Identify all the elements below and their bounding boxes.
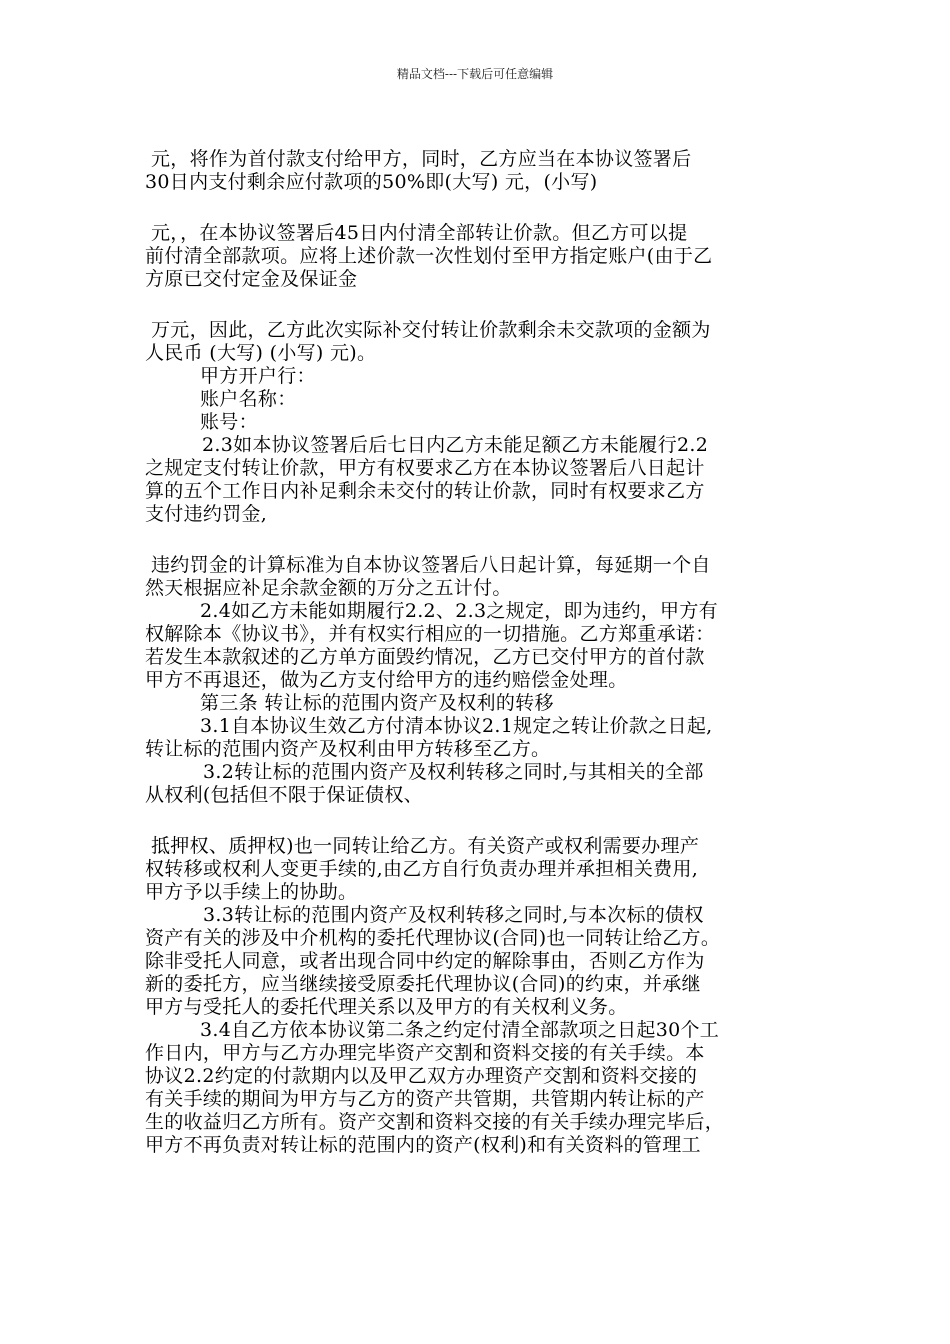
text-line: 支付违约罚金, bbox=[145, 503, 268, 525]
text-line: 甲方不再退还，做为乙方支付给甲方的违约赔偿金处理。 bbox=[145, 669, 628, 691]
account-name-label: 账户名称： bbox=[200, 388, 297, 410]
bank-label: 甲方开户行： bbox=[200, 365, 316, 387]
clause-3-4: 3.4自乙方依本协议第二条之约定付清全部款项之日起30个工 bbox=[200, 1019, 720, 1041]
text-line: 新的委托方，应当继续接受原委托代理协议(合同)的约束，并承继 bbox=[145, 973, 701, 995]
text-line: 人民币 (大写) (小写) 元)。 bbox=[145, 342, 377, 364]
text-line: 方原已交付定金及保证金 bbox=[145, 268, 358, 290]
account-number-label: 账号： bbox=[200, 411, 258, 433]
text-line: 转让标的范围内资产及权利由甲方转移至乙方。 bbox=[145, 738, 551, 760]
text-line: 30日内支付剩余应付款项的50%即(大写) 元，(小写) bbox=[145, 171, 598, 193]
clause-3-3: 3.3转让标的范围内资产及权利转移之同时,与本次标的债权 bbox=[203, 904, 704, 926]
text-line: 抵押权、质押权)也一同转让给乙方。有关资产或权利需要办理产 bbox=[151, 835, 700, 857]
text-line: 甲方与受托人的委托代理关系以及甲方的有关权利义务。 bbox=[145, 996, 628, 1018]
text-line: 权转移或权利人变更手续的,由乙方自行负责办理并承担相关费用, bbox=[145, 858, 699, 880]
clause-2-4: 2.4如乙方未能如期履行2.2、2.3之规定，即为违约，甲方有 bbox=[200, 600, 718, 622]
text-line: 生的收益归乙方所有。资产交割和资料交接的有关手续办理完毕后， bbox=[145, 1111, 725, 1133]
article-3-heading: 第三条 转让标的范围内资产及权利的转移 bbox=[200, 692, 554, 714]
text-line: 协议2.2约定的付款期内以及甲乙双方办理资产交割和资料交接的 bbox=[145, 1065, 698, 1087]
document-body bbox=[145, 148, 825, 1157]
text-line: 除非受托人同意，或者出现合同中约定的解除事由，否则乙方作为 bbox=[145, 950, 705, 972]
text-line: 前付清全部款项。应将上述价款一次性划付至甲方指定账户(由于乙 bbox=[145, 245, 713, 267]
page-header: 精品文档---下载后可任意编辑 bbox=[396, 67, 554, 81]
text-line: 甲方不再负责对转让标的范围内的资产(权利)和有关资料的管理工 bbox=[145, 1134, 701, 1156]
text-line: 违约罚金的计算标准为自本协议签署后八日起计算，每延期一个自 bbox=[151, 554, 711, 576]
text-line: 资产有关的涉及中介机构的委托代理协议(合同)也一同转让给乙方。 bbox=[145, 927, 721, 949]
text-line: 算的五个工作日内补足剩余未交付的转让价款，同时有权要求乙方 bbox=[145, 480, 705, 502]
text-line: 若发生本款叙述的乙方单方面毁约情况，乙方已交付甲方的首付款 bbox=[145, 646, 705, 668]
clause-2-3: 2.3如本协议签署后后七日内乙方未能足额乙方未能履行2.2 bbox=[202, 434, 709, 456]
text-line: 之规定支付转让价款，甲方有权要求乙方在本协议签署后八日起计 bbox=[145, 457, 705, 479]
clause-3-1: 3.1自本协议生效乙方付清本协议2.1规定之转让价款之日起, bbox=[200, 715, 713, 737]
text-line: 从权利(包括但不限于保证债权、 bbox=[145, 784, 423, 806]
text-line: 权解除本《协议书》，并有权实行相应的一切措施。乙方郑重承诺： bbox=[145, 623, 715, 645]
text-line: 元，，在本协议签署后45日内付清全部转让价款。但乙方可以提 bbox=[151, 222, 688, 244]
text-line: 甲方予以手续上的协助。 bbox=[145, 881, 358, 903]
text-line: 有关手续的期间为甲方与乙方的资产共管期，共管期内转让标的产 bbox=[145, 1088, 705, 1110]
text-line: 然天根据应补足余款金额的万分之五计付。 bbox=[145, 577, 512, 599]
text-line: 元，将作为首付款支付给甲方，同时，乙方应当在本协议签署后 bbox=[151, 148, 692, 170]
text-line: 作日内，甲方与乙方办理完毕资产交割和资料交接的有关手续。本 bbox=[145, 1042, 705, 1064]
text-line: 万元，因此，乙方此次实际补交付转让价款剩余未交款项的金额为 bbox=[151, 319, 711, 341]
clause-3-2: 3.2转让标的范围内资产及权利转移之同时,与其相关的全部 bbox=[203, 761, 704, 783]
